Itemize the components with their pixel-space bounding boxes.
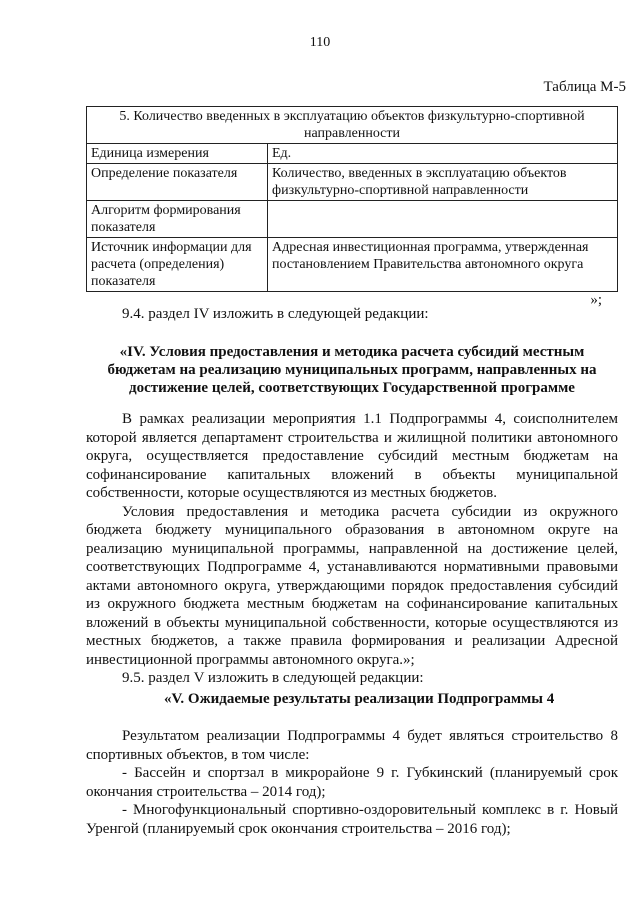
section-9-4 xyxy=(86,305,618,324)
section-iv-heading-block xyxy=(86,343,618,397)
paragraph: Условия предоставления и методика расчета субсидии из окружного бюджета бюджету муниципального образования в автономном округе на реализацию муниципальной программы, направленной на достижение целей, соответствующих Подпрограмме 4, устанавливаются нормативными правовыми актами автономного округа, утверждающими порядок предоставления субсидий из окружного бюджета местным бюджетам на софинансирование капитальных вложений в объекты муниципальной собственности, которые осуществляются из местных бюджетов, а также правила формирования и реализации Адресной инвестиционной программы автономного округа.»; xyxy=(86,503,618,668)
section-iv-body xyxy=(86,410,618,688)
table-label: Таблица М-5 xyxy=(543,79,626,95)
table-row xyxy=(87,201,618,238)
row-label: Источник информации для расчета (определения) показателя xyxy=(87,238,268,292)
section-heading: «IV. Условия предоставления и методика расчета субсидий местным бюджетам на реализацию муниципальных программ, направленных на достижение целей, соответствующих Государственной программе xyxy=(107,344,597,396)
row-value: Ед. xyxy=(268,144,618,164)
paragraph: В рамках реализации мероприятия 1.1 Подпрограммы 4, соисполнителем которой является департамент строительства и жилищной политики автономного округа, осуществляется предоставление субсидий местным бюджетам на софинансирование капитальных вложений в объекты муниципальной собственности, которые осуществляются из местных бюджетов. xyxy=(86,411,618,501)
closing-quote: »; xyxy=(590,292,602,308)
row-value: Количество, введенных в эксплуатацию объектов физкультурно-спортивной направленности xyxy=(268,164,618,201)
section-v-body xyxy=(86,727,618,838)
row-label: Алгоритм формирования показателя xyxy=(87,201,268,238)
table-title-row xyxy=(87,107,618,144)
amendment-item: 9.5. раздел V изложить в следующей редакции: xyxy=(122,670,424,686)
row-value: Адресная инвестиционная программа, утвержденная постановлением Правительства автономного округа xyxy=(268,238,618,292)
table-row xyxy=(87,164,618,201)
page-number: 110 xyxy=(309,35,331,50)
row-label: Единица измерения xyxy=(87,144,268,164)
section-heading: «V. Ожидаемые результаты реализации Подпрограммы 4 xyxy=(164,691,555,707)
row-value xyxy=(268,201,618,238)
paragraph: Результатом реализации Подпрограммы 4 будет являться строительство 8 спортивных объектов, в том числе: xyxy=(86,728,618,763)
list-item: - Бассейн и спортзал в микрорайоне 9 г. Губкинский (планируемый срок окончания строительства – 2014 год); xyxy=(86,765,618,800)
amendment-item: 9.4. раздел IV изложить в следующей редакции: xyxy=(122,306,429,322)
row-label: Определение показателя xyxy=(87,164,268,201)
list-item: - Многофункциональный спортивно-оздоровительный комплекс в г. Новый Уренгой (планируемый срок окончания строительства – 2016 год); xyxy=(86,802,618,837)
table-row xyxy=(87,238,618,292)
table-title: 5. Количество введенных в эксплуатацию объектов физкультурно-спортивной направленности xyxy=(87,107,618,144)
indicator-table xyxy=(86,106,618,292)
section-v-heading-block xyxy=(86,690,618,709)
table-row xyxy=(87,144,618,164)
